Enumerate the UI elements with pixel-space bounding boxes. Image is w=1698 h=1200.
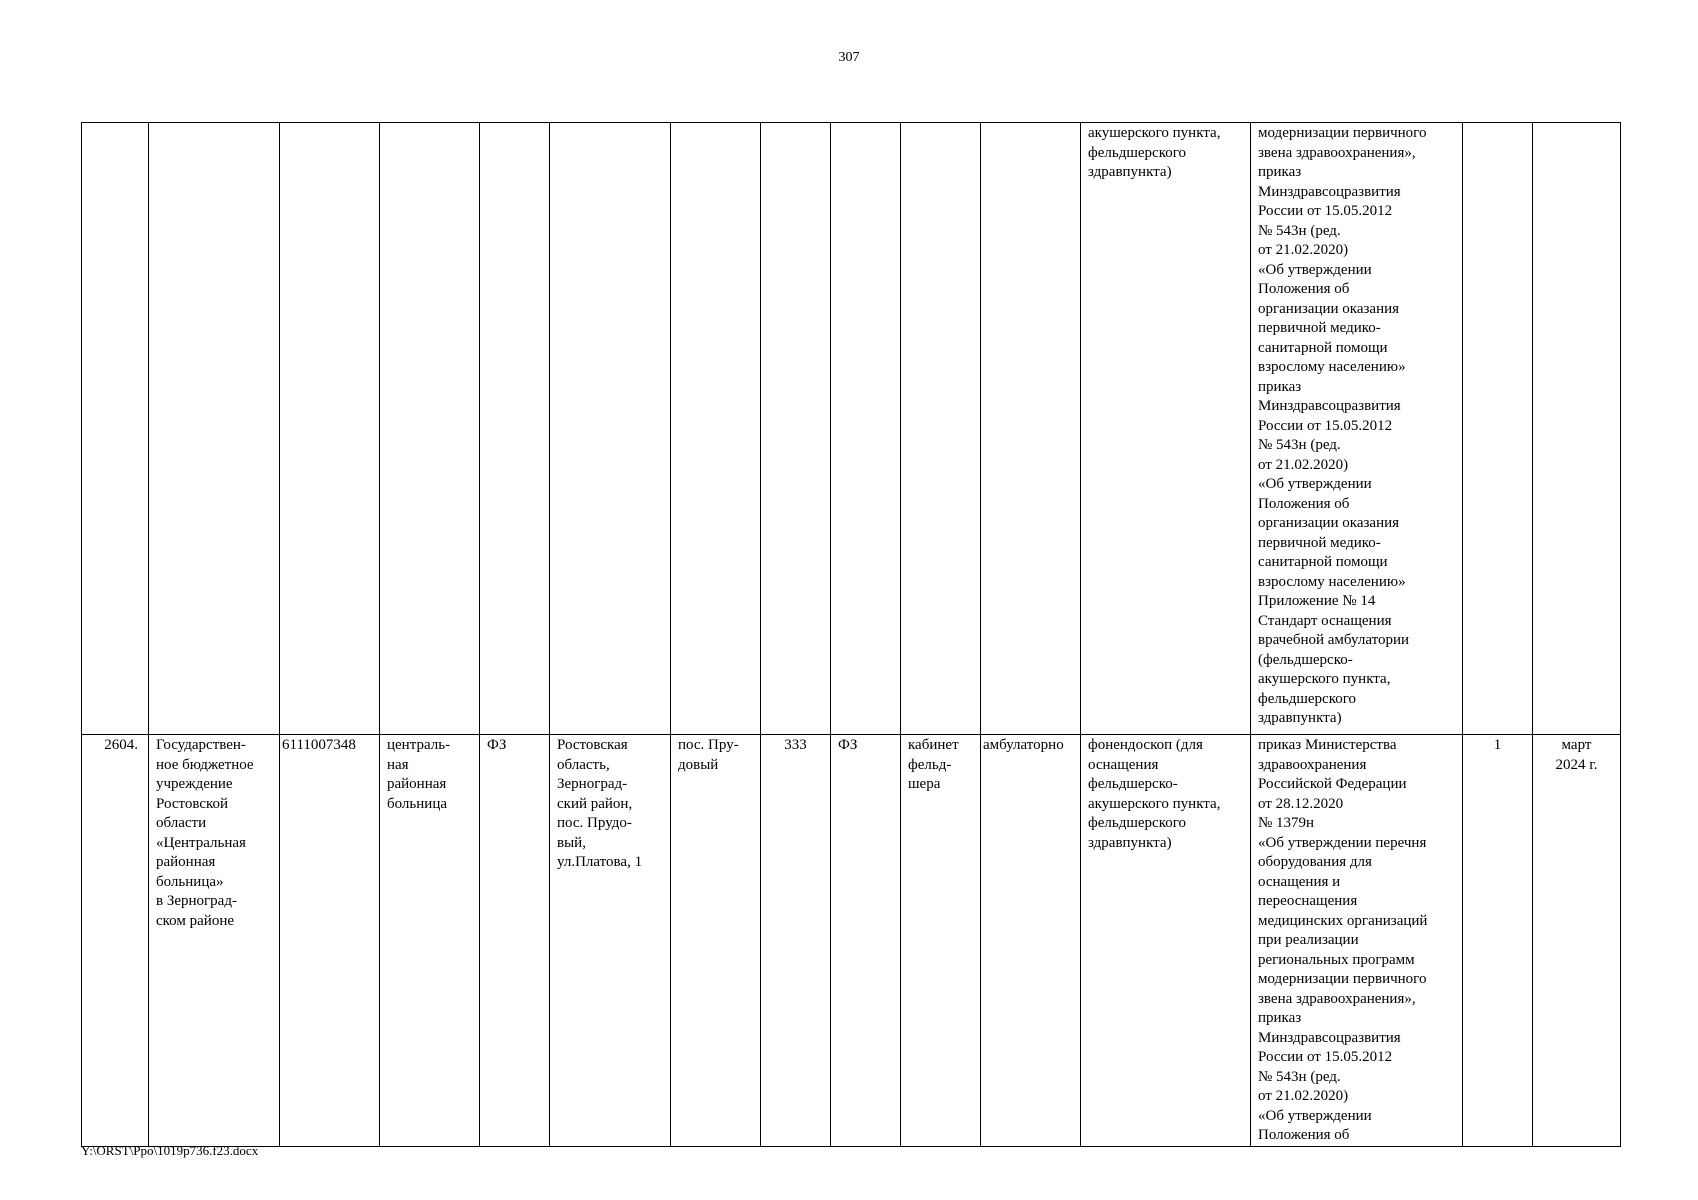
cell-unit-type-2: ФЗ bbox=[831, 735, 901, 1147]
cell-equipment: фонендоскоп (для оснащения фельдшерско- акушерского пункта, фельдшерского здравпункта) bbox=[1081, 735, 1251, 1147]
cell-population bbox=[761, 123, 831, 735]
cell-care-form bbox=[981, 123, 1081, 735]
cell-index: 2604. bbox=[82, 735, 149, 1147]
cell-inn: 6111007348 bbox=[280, 735, 380, 1147]
cell-index bbox=[82, 123, 149, 735]
page-number: 307 bbox=[838, 50, 860, 65]
cell-unit-type: ФЗ bbox=[480, 735, 550, 1147]
cell-deadline bbox=[1533, 123, 1621, 735]
cell-address bbox=[550, 123, 671, 735]
cell-institution bbox=[149, 123, 280, 735]
cell-deadline: март 2024 г. bbox=[1533, 735, 1621, 1147]
cell-inn bbox=[280, 123, 380, 735]
cell-room bbox=[901, 123, 981, 735]
cell-settlement: пос. Пру- довый bbox=[671, 735, 761, 1147]
cell-org-type bbox=[380, 123, 480, 735]
cell-address: Ростовская область, Зерноград- ский район, пос. Прудо- вый, ул.Платова, 1 bbox=[550, 735, 671, 1147]
cell-basis: модернизации первичного звена здравоохранения», приказ Минздравсоцразвития России от 15.05.2012 № 543н (ред. от 21.02.2020) «Об утверждении Положения об организации оказания первичной медико- санитарной помощи взрослому населению» приказ Минздравсоцразвития России от 15.05.2012 № 543н (ред. от 21.02.2020) «Об утверждении Положения об организации оказания первичной медико- санитарной помощи взрослому населению» Приложение № 14 Стандарт оснащения врачебной амбулатории (фельдшерско- акушерского пункта, фельдшерского здравпункта) bbox=[1251, 123, 1463, 735]
cell-institution: Государствен- ное бюджетное учреждение Ростовской области «Центральная районная больница» в Зерноград- ском районе bbox=[149, 735, 280, 1147]
cell-basis: приказ Министерства здравоохранения Российской Федерации от 28.12.2020 № 1379н «Об утверждении перечня оборудования для оснащения и переоснащения медицинских организаций при реализации региональных программ модернизации первичного звена здравоохранения», приказ Минздравсоцразвития России от 15.05.2012 № 543н (ред. от 21.02.2020) «Об утверждении Положения об bbox=[1251, 735, 1463, 1147]
cell-care-form: амбулаторно bbox=[981, 735, 1081, 1147]
cell-equipment: акушерского пункта, фельдшерского здравпункта) bbox=[1081, 123, 1251, 735]
cell-quantity: 1 bbox=[1463, 735, 1533, 1147]
cell-room: кабинет фельд- шера bbox=[901, 735, 981, 1147]
cell-settlement bbox=[671, 123, 761, 735]
cell-population: 333 bbox=[761, 735, 831, 1147]
cell-unit-type-2 bbox=[831, 123, 901, 735]
footer-file-path: Y:\ORST\Ppo\1019p736.f23.docx bbox=[81, 1143, 259, 1158]
cell-quantity bbox=[1463, 123, 1533, 735]
equipment-table bbox=[81, 122, 1621, 1147]
cell-org-type: централь- ная районная больница bbox=[380, 735, 480, 1147]
table-row-continuation bbox=[82, 123, 1621, 735]
table-row bbox=[82, 735, 1621, 1147]
cell-unit-type bbox=[480, 123, 550, 735]
